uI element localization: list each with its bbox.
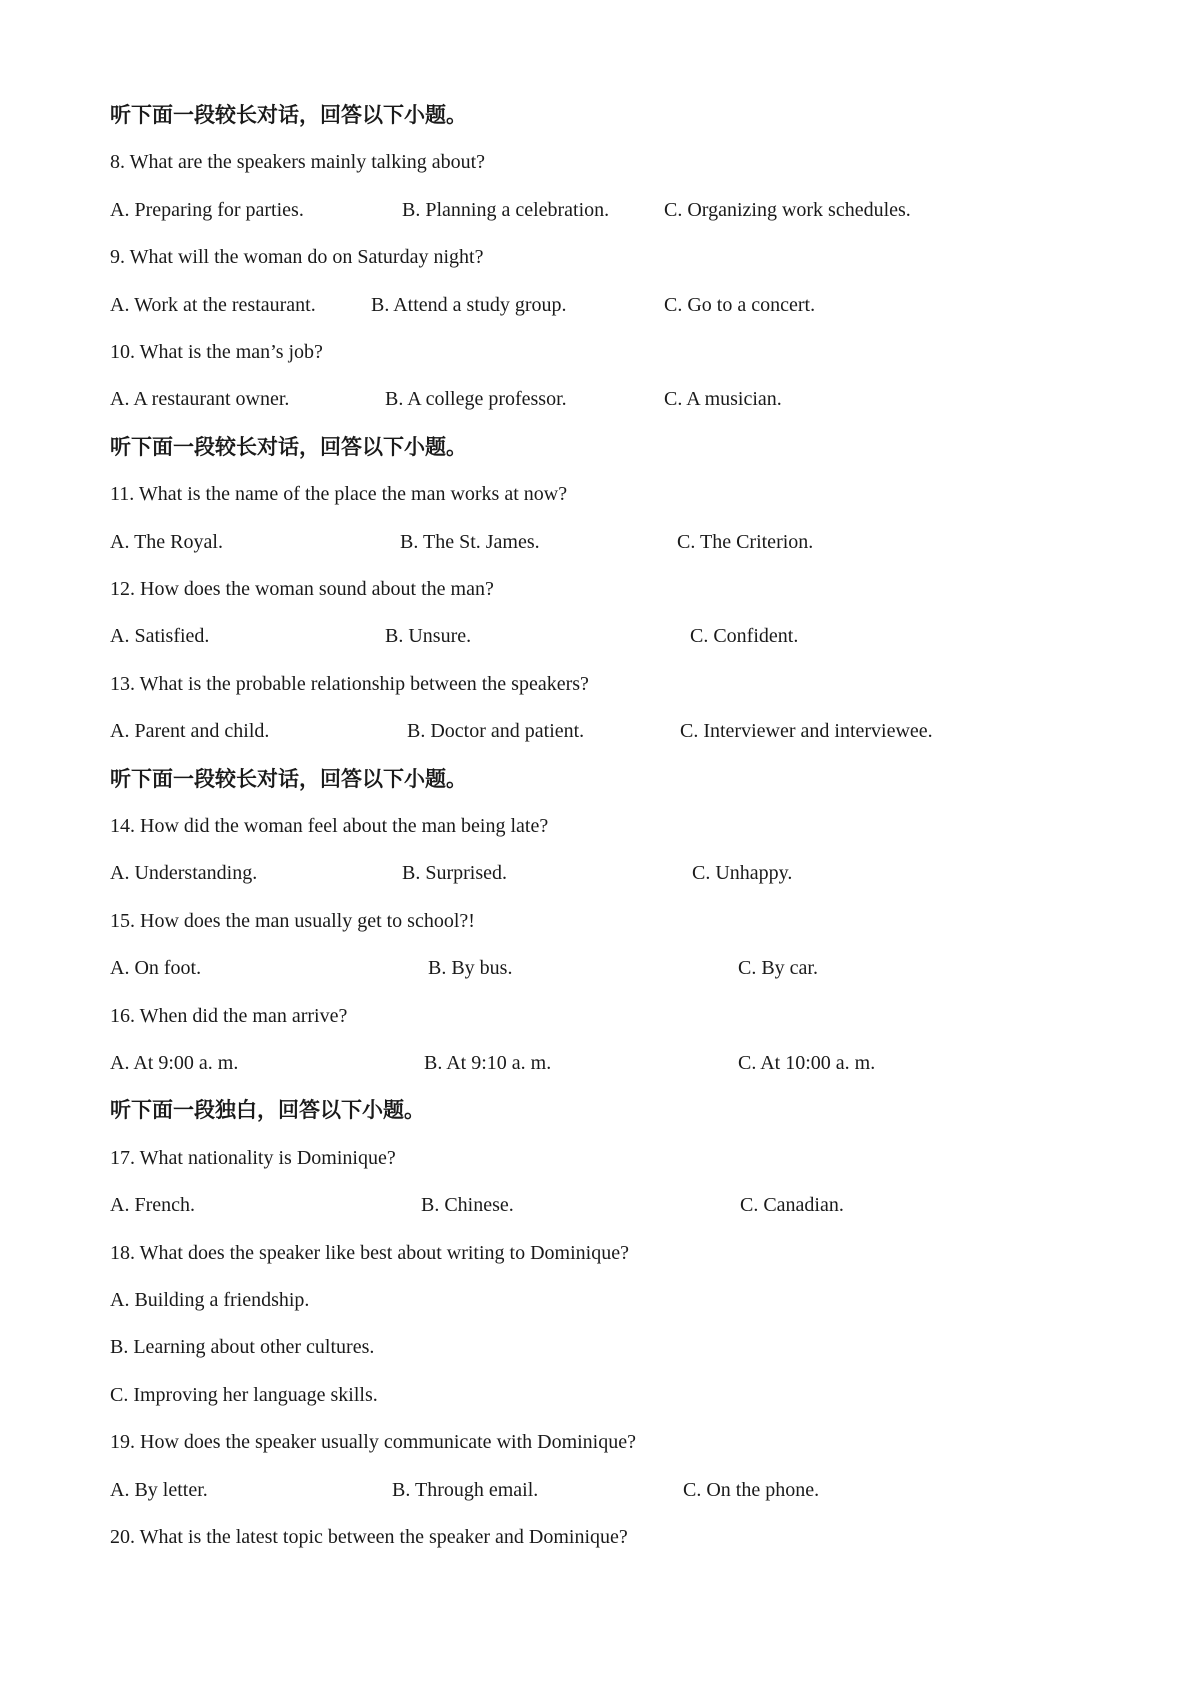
option-b: B. Through email.: [392, 1478, 539, 1501]
option-c: C. Go to a concert.: [664, 293, 816, 316]
option-c: C. Canadian.: [740, 1194, 844, 1217]
section-heading: 听下面一段较长对话，回答以下小题。: [110, 103, 467, 127]
option-a: A. The Royal.: [110, 530, 223, 553]
question-text: 11. What is the name of the place the man works at now?: [110, 483, 568, 506]
option-a: A. At 9:00 a. m.: [110, 1052, 239, 1074]
options-row: [0, 619, 1200, 653]
option-b: B. A college professor.: [385, 388, 567, 411]
options-row: [0, 1046, 1200, 1080]
question-text: 14. How did the woman feel about the man being late?: [110, 815, 549, 837]
option-a: A. A restaurant owner.: [110, 388, 290, 411]
option-b: B. Unsure.: [385, 625, 472, 648]
question-text: 12. How does the woman sound about the man?: [110, 578, 494, 600]
option-b: B. Chinese.: [421, 1194, 514, 1217]
options-row: [0, 525, 1200, 559]
question-text: 15. How does the man usually get to school?!: [110, 909, 475, 932]
option-a: A. Understanding.: [110, 862, 258, 885]
option-a: A. Work at the restaurant.: [110, 293, 316, 316]
question-text: 10. What is the man’s job?: [110, 341, 323, 363]
question-text: 19. How does the speaker usually communicate with Dominique?: [110, 1431, 636, 1454]
question-text: 8. What are the speakers mainly talking about?: [110, 151, 486, 174]
question-text: B. Learning about other cultures.: [110, 1336, 375, 1359]
option-a: A. French.: [110, 1194, 195, 1217]
question-text: 16. When did the man arrive?: [110, 1004, 348, 1027]
option-c: C. Unhappy.: [692, 862, 793, 885]
option-a: A. Parent and child.: [110, 720, 270, 743]
option-b: B. Doctor and patient.: [407, 720, 585, 743]
option-c: C. Confident.: [690, 625, 799, 648]
options-row: [0, 193, 1200, 227]
options-row: [0, 288, 1200, 322]
option-a: A. On foot.: [110, 957, 202, 980]
option-c: C. Organizing work schedules.: [664, 198, 911, 221]
option-a: A. By letter.: [110, 1478, 208, 1501]
question-text: 9. What will the woman do on Saturday night?: [110, 246, 484, 269]
section-heading: 听下面一段较长对话，回答以下小题。: [110, 766, 467, 791]
section-heading: 听下面一段独白，回答以下小题。: [110, 1098, 425, 1123]
option-c: C. The Criterion.: [677, 530, 814, 553]
option-b: B. By bus.: [428, 957, 513, 980]
question-text: 18. What does the speaker like best about writing to Dominique?: [110, 1241, 629, 1264]
option-b: B. Surprised.: [402, 862, 507, 885]
option-c: C. On the phone.: [683, 1478, 820, 1501]
option-c: C. By car.: [738, 957, 818, 980]
section-heading: 听下面一段较长对话，回答以下小题。: [110, 434, 467, 459]
question-text: 20. What is the latest topic between the speaker and Dominique?: [110, 1526, 628, 1548]
question-text: 17. What nationality is Dominique?: [110, 1146, 396, 1169]
options-row: [0, 951, 1200, 985]
option-a: A. Preparing for parties.: [110, 198, 304, 221]
option-b: B. Planning a celebration.: [402, 198, 610, 221]
options-row: [0, 382, 1200, 416]
question-text: C. Improving her language skills.: [110, 1383, 378, 1406]
options-row: [0, 1188, 1200, 1222]
options-row: [0, 856, 1200, 890]
option-b: B. At 9:10 a. m.: [424, 1052, 552, 1074]
question-text: 13. What is the probable relationship between the speakers?: [110, 672, 589, 695]
option-c: C. At 10:00 a. m.: [738, 1052, 876, 1074]
options-row: [0, 1473, 1200, 1507]
option-b: B. Attend a study group.: [371, 293, 567, 316]
option-c: C. A musician.: [664, 388, 782, 411]
option-c: C. Interviewer and interviewee.: [680, 720, 933, 743]
options-row: [0, 714, 1200, 748]
question-text: A. Building a friendship.: [110, 1289, 310, 1311]
option-a: A. Satisfied.: [110, 625, 210, 648]
option-b: B. The St. James.: [400, 530, 540, 553]
